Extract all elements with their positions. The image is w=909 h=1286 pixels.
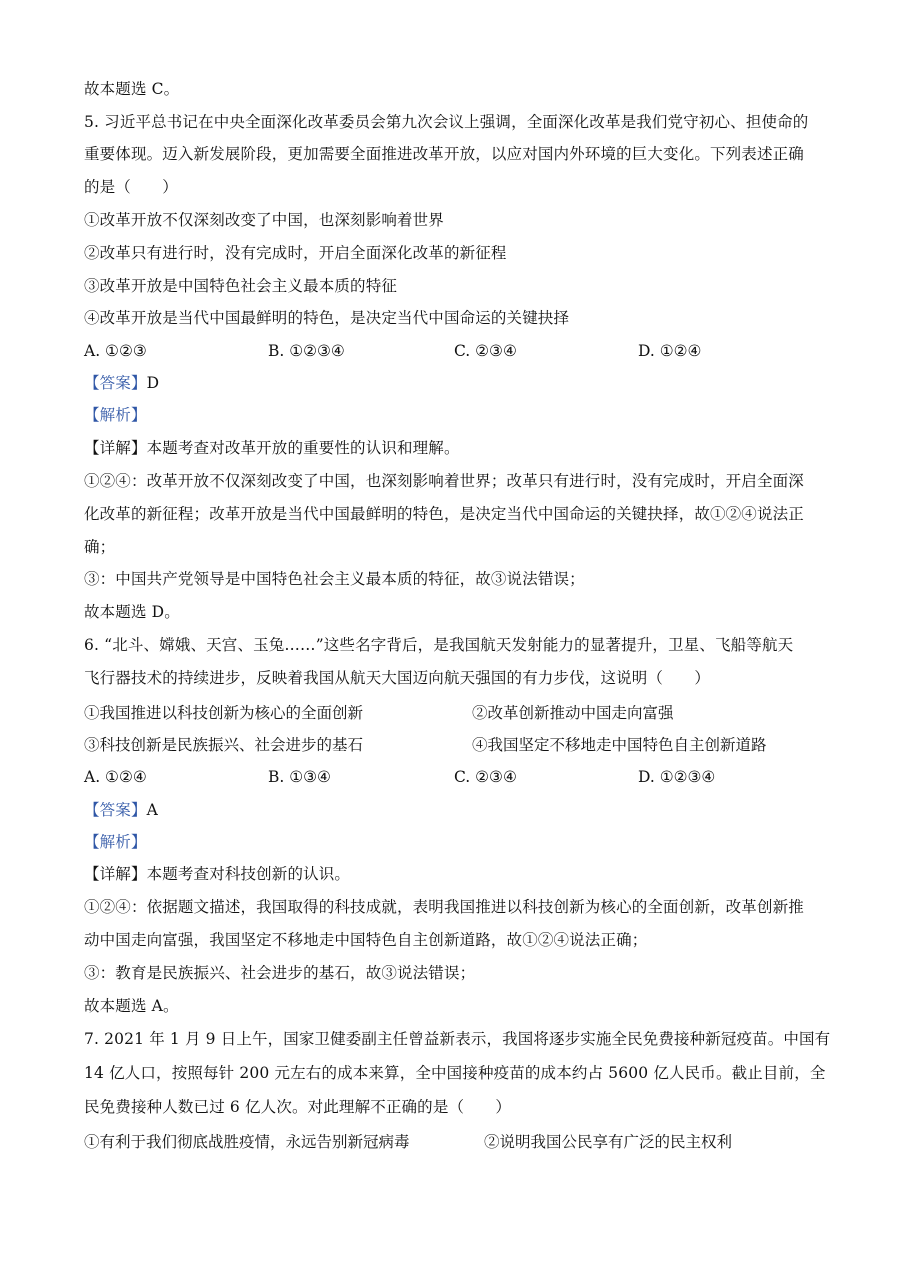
q6-answer	[84, 800, 158, 820]
q6-explanation-line: ①②④：依据题文描述，我国取得的科技成就，表明我国推进以科技创新为核心的全面创新，改革创新推	[84, 898, 804, 916]
q6-statement: ①我国推进以科技创新为核心的全面创新	[84, 704, 364, 722]
q5-answer	[84, 373, 159, 393]
q7-statement: ②说明我国公民享有广泛的民主权利	[484, 1133, 733, 1151]
answer-label: 【答案】	[84, 374, 147, 392]
detail-text: 本题考查对改革开放的重要性的认识和理解。	[146, 439, 460, 457]
q5-option-a: A. ①②③	[84, 342, 147, 360]
q5-stem-line: 重要体现。迈入新发展阶段，更加需要全面推进改革开放，以应对国内外环境的巨大变化。下列表述正确	[84, 145, 804, 163]
q6-option-b: B. ①③④	[268, 768, 331, 786]
q5-explanation-line: 确；	[84, 538, 116, 556]
answer-value: D	[146, 374, 160, 392]
detail-label: 【详解】	[84, 439, 147, 457]
q6-conclusion: 故本题选 A。	[84, 997, 179, 1015]
q6-option-d: D. ①②③④	[638, 768, 716, 786]
q7-statement: ①有利于我们彻底战胜疫情，永远告别新冠病毒	[84, 1133, 410, 1151]
q6-option-a: A. ①②④	[84, 768, 147, 786]
q5-explanation-line: 化改革的新征程；改革开放是当代中国最鲜明的特色，是决定当代中国命运的关键抉择，故①②④说法正	[84, 505, 804, 523]
q5-statement: ③改革开放是中国特色社会主义最本质的特征	[84, 277, 398, 295]
q6-detail	[84, 864, 350, 884]
q5-statement: ②改革只有进行时，没有完成时，开启全面深化改革的新征程	[84, 244, 507, 262]
q4-conclusion: 故本题选 C。	[84, 80, 180, 98]
q5-detail	[84, 438, 460, 458]
q5-conclusion: 故本题选 D。	[84, 603, 180, 621]
q6-statement: ③科技创新是民族振兴、社会进步的基石	[84, 736, 364, 754]
q5-analysis-label: 【解析】	[84, 406, 147, 424]
q6-explanation-line: 动中国走向富强，我国坚定不移地走中国特色自主创新道路，故①②④说法正确；	[84, 931, 648, 949]
q5-explanation-line: ①②④：改革开放不仅深刻改变了中国，也深刻影响着世界；改革只有进行时，没有完成时，开启全面深	[84, 472, 804, 490]
q7-stem-line: 民免费接种人数已过 6 亿人次。对此理解不正确的是（ ）	[84, 1098, 512, 1116]
answer-value: A	[146, 801, 158, 819]
q6-option-c: C. ②③④	[454, 768, 517, 786]
q7-stem-line: 7. 2021 年 1 月 9 日上午，国家卫健委副主任曾益新表示，我国将逐步实施全民免费接种新冠疫苗。中国有	[84, 1030, 831, 1048]
detail-label: 【详解】	[84, 865, 147, 883]
q5-stem-line: 的是（ ）	[84, 178, 178, 196]
q7-stem-line: 14 亿人口，按照每针 200 元左右的成本来算，全中国接种疫苗的成本约占 5600 亿人民币。截止目前，全	[84, 1064, 826, 1082]
q6-explanation-line: ③：教育是民族振兴、社会进步的基石，故③说法错误；	[84, 964, 476, 982]
q6-analysis-label: 【解析】	[84, 833, 147, 851]
q5-statement: ①改革开放不仅深刻改变了中国，也深刻影响着世界	[84, 211, 444, 229]
q6-stem-line: 飞行器技术的持续进步，反映着我国从航天大国迈向航天强国的有力步伐，这说明（ ）	[84, 669, 711, 687]
q6-statement: ②改革创新推动中国走向富强	[472, 704, 674, 722]
q5-option-c: C. ②③④	[454, 342, 517, 360]
detail-text: 本题考查对科技创新的认识。	[146, 865, 351, 883]
q5-statement: ④改革开放是当代中国最鲜明的特色，是决定当代中国命运的关键抉择	[84, 309, 570, 327]
q5-option-b: B. ①②③④	[268, 342, 345, 360]
q6-statement: ④我国坚定不移地走中国特色自主创新道路	[472, 736, 767, 754]
q5-stem-line: 5. 习近平总书记在中央全面深化改革委员会第九次会议上强调，全面深化改革是我们党守初心、担使命的	[84, 113, 809, 131]
answer-label: 【答案】	[84, 801, 147, 819]
q6-stem-line: 6. “北斗、嫦娥、天宫、玉兔……”这些名字背后，是我国航天发射能力的显著提升，卫星、飞船等航天	[84, 636, 794, 654]
q5-explanation-line: ③：中国共产党领导是中国特色社会主义最本质的特征，故③说法错误；	[84, 570, 585, 588]
q5-option-d: D. ①②④	[638, 342, 702, 360]
